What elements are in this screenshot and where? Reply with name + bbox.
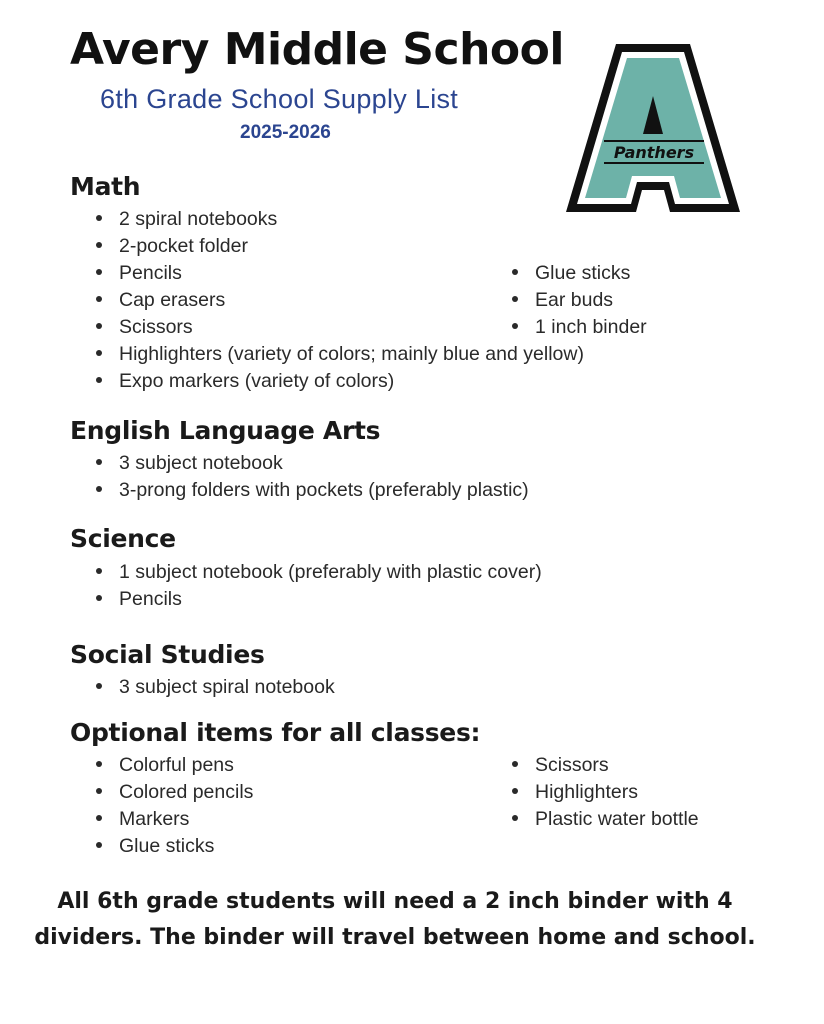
- list-item: Ear buds: [512, 287, 613, 314]
- list-item: Glue sticks: [96, 833, 214, 860]
- bullet-icon: [96, 842, 102, 848]
- list-item: Plastic water bottle: [512, 806, 699, 833]
- bullet-icon: [96, 761, 102, 767]
- bullet-icon: [96, 815, 102, 821]
- list-item: 3-prong folders with pockets (preferably plastic): [96, 477, 529, 504]
- list-item: Pencils: [96, 260, 182, 287]
- list-item: 2-pocket folder: [96, 233, 248, 260]
- bullet-icon: [96, 377, 102, 383]
- list-item: Colored pencils: [96, 779, 253, 806]
- bullet-icon: [96, 459, 102, 465]
- bullet-icon: [512, 269, 518, 275]
- school-name: Avery Middle School: [70, 24, 564, 75]
- list-item: Pencils: [96, 586, 182, 613]
- bullet-icon: [96, 788, 102, 794]
- list-item: Glue sticks: [512, 260, 630, 287]
- list-item: Highlighters: [512, 779, 638, 806]
- bullet-icon: [96, 269, 102, 275]
- social-studies-heading: Social Studies: [70, 640, 265, 669]
- list-item: 1 inch binder: [512, 314, 647, 341]
- list-item: Scissors: [96, 314, 193, 341]
- bullet-icon: [96, 595, 102, 601]
- bullet-icon: [512, 323, 518, 329]
- list-item: 3 subject notebook: [96, 450, 283, 477]
- bullet-icon: [96, 296, 102, 302]
- supply-list-title: 6th Grade School Supply List: [100, 84, 459, 114]
- panthers-logo: [566, 44, 740, 212]
- binder-notice: [0, 884, 790, 956]
- bullet-icon: [512, 761, 518, 767]
- bullet-icon: [96, 242, 102, 248]
- list-item: Expo markers (variety of colors): [96, 368, 394, 395]
- ela-heading: English Language Arts: [70, 416, 381, 445]
- bullet-icon: [96, 486, 102, 492]
- list-item: Highlighters (variety of colors; mainly blue and yellow): [96, 341, 584, 368]
- optional-heading: Optional items for all classes:: [70, 718, 481, 747]
- bullet-icon: [512, 815, 518, 821]
- bullet-icon: [96, 568, 102, 574]
- binder-notice-line-1: All 6th grade students will need a 2 inch binder with 4: [57, 889, 733, 914]
- math-heading: Math: [70, 172, 141, 201]
- list-item: 2 spiral notebooks: [96, 206, 277, 233]
- bullet-icon: [96, 323, 102, 329]
- list-item: 3 subject spiral notebook: [96, 674, 335, 701]
- list-item: Scissors: [512, 752, 609, 779]
- list-item: Colorful pens: [96, 752, 234, 779]
- bullet-icon: [96, 350, 102, 356]
- logo-text: Panthers: [613, 143, 695, 162]
- letter-a-logo-icon: [566, 44, 740, 212]
- list-item: 1 subject notebook (preferably with plastic cover): [96, 559, 542, 586]
- school-year: 2025-2026: [240, 122, 331, 143]
- list-item: Cap erasers: [96, 287, 225, 314]
- bullet-icon: [96, 683, 102, 689]
- bullet-icon: [512, 788, 518, 794]
- bullet-icon: [96, 215, 102, 221]
- list-item: Markers: [96, 806, 189, 833]
- binder-notice-line-2: dividers. The binder will travel between home and school.: [34, 925, 756, 950]
- bullet-icon: [512, 296, 518, 302]
- science-heading: Science: [70, 524, 176, 553]
